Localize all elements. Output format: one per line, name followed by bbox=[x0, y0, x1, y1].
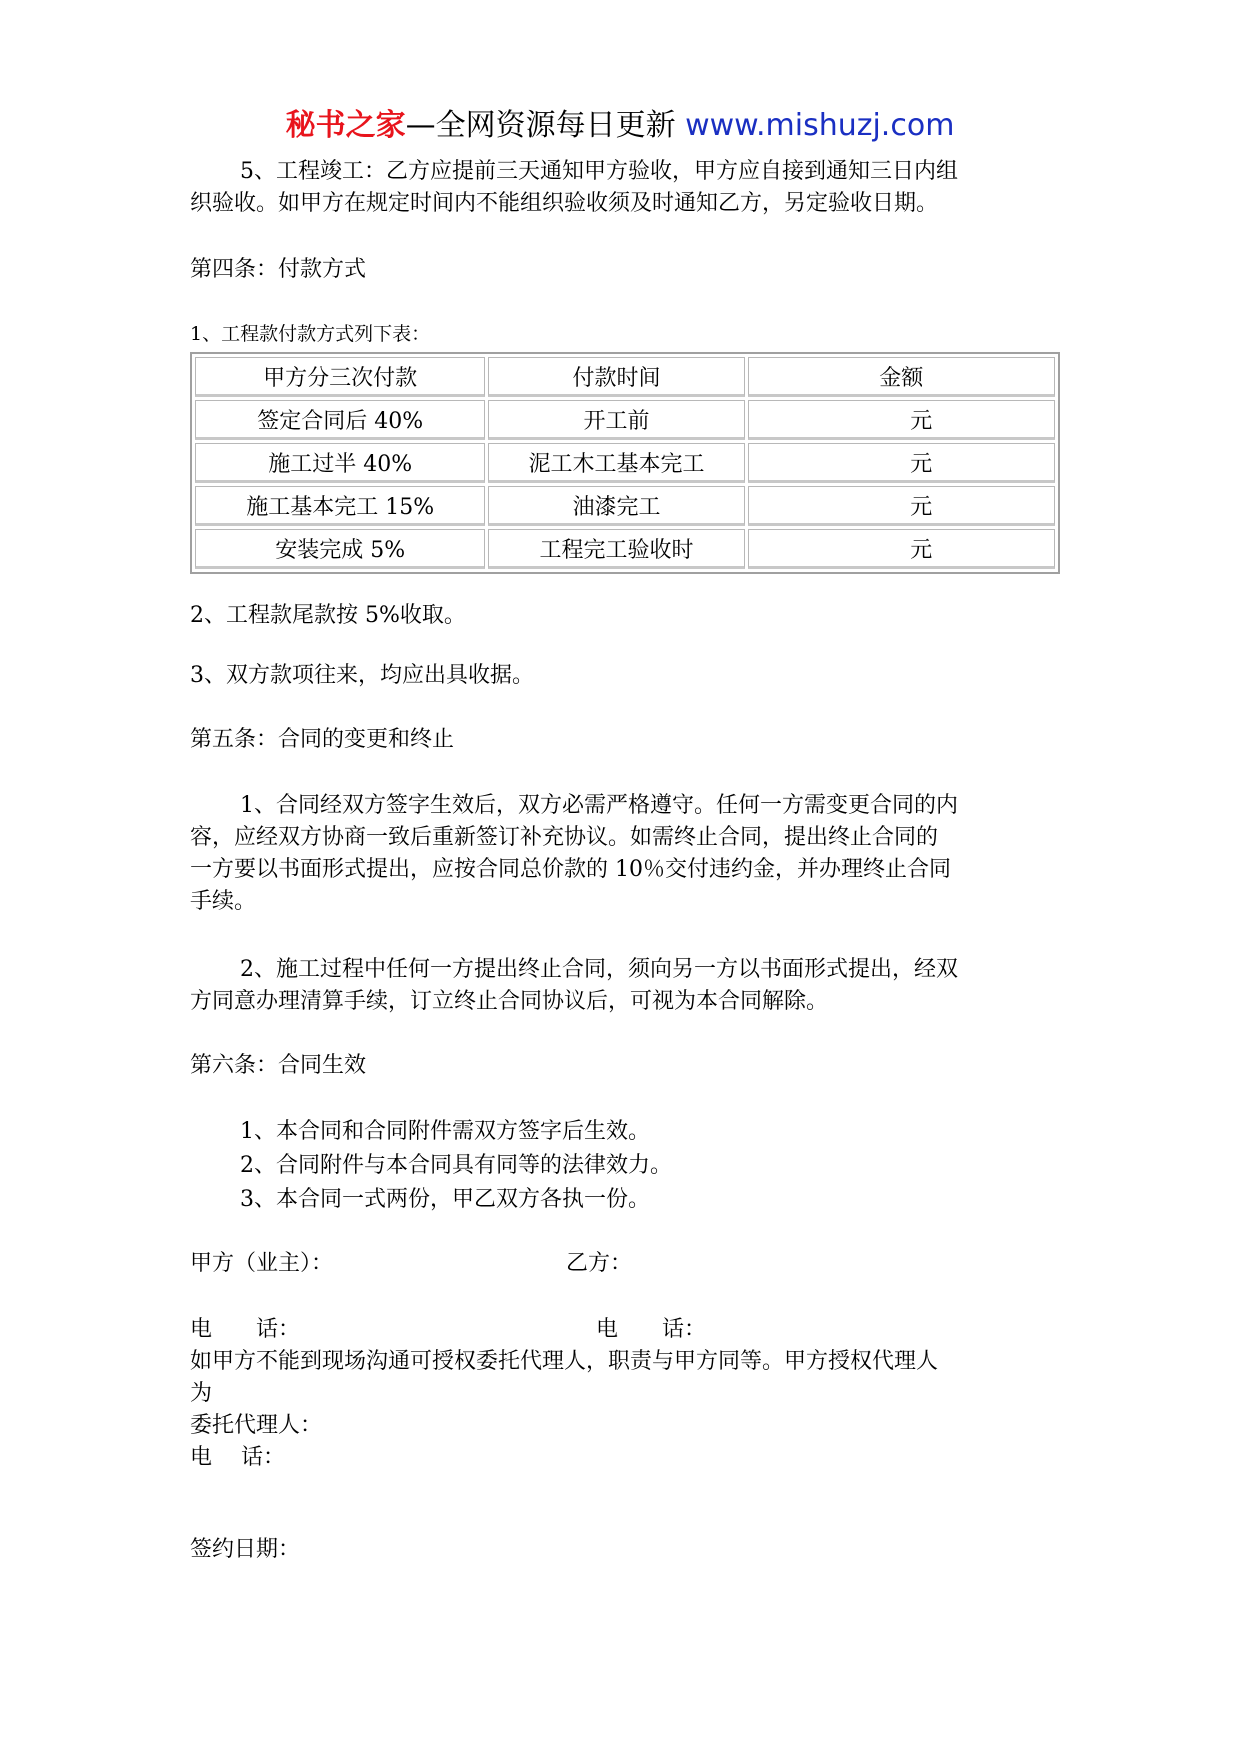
agent-note-line1: 如甲方不能到现场沟通可授权委托代理人，职责与甲方同等。甲方授权代理人 bbox=[190, 1349, 939, 1374]
table-cell: 安装完成 5% bbox=[195, 529, 485, 569]
para5-line2: 织验收。如甲方在规定时间内不能组织验收须及时通知乙方，另定验收日期。 bbox=[190, 191, 939, 216]
party-b-phone: 电 话： bbox=[596, 1317, 707, 1342]
art5-p1-line: 手续。 bbox=[190, 889, 257, 914]
table-row bbox=[195, 486, 1055, 526]
table-cell: 油漆完工 bbox=[488, 486, 744, 526]
payment-table bbox=[190, 352, 1060, 574]
para5-line1: 5、工程竣工：乙方应提前三天通知甲方验收，甲方应自接到通知三日内组 bbox=[240, 159, 958, 184]
table-cell: 元 bbox=[748, 486, 1055, 526]
art4-item2: 2、工程款尾款按 5%收取。 bbox=[190, 603, 466, 628]
banner-brand: 秘书之家 bbox=[285, 108, 406, 143]
banner-tagline: —全网资源每日更新 bbox=[405, 108, 676, 143]
art6-title: 第六条：合同生效 bbox=[190, 1053, 367, 1078]
table-header-cell: 金额 bbox=[748, 357, 1055, 397]
table-cell: 元 bbox=[748, 529, 1055, 569]
art4-title: 第四条：付款方式 bbox=[190, 257, 367, 282]
art5-p1-line: 容，应经双方协商一致后重新签订补充协议。如需终止合同，提出终止合同的 bbox=[190, 825, 939, 850]
art5-p2-line: 2、施工过程中任何一方提出终止合同，须向另一方以书面形式提出，经双 bbox=[240, 957, 958, 982]
site-banner bbox=[0, 106, 1240, 146]
art6-item: 3、本合同一式两份，甲乙双方各执一份。 bbox=[240, 1187, 650, 1212]
art6-item: 2、合同附件与本合同具有同等的法律效力。 bbox=[240, 1153, 672, 1178]
table-cell: 签定合同后 40% bbox=[195, 400, 485, 440]
party-b-label: 乙方： bbox=[566, 1251, 633, 1276]
table-header-cell: 付款时间 bbox=[488, 357, 744, 397]
table-cell: 泥工木工基本完工 bbox=[488, 443, 744, 483]
art5-title: 第五条：合同的变更和终止 bbox=[190, 727, 455, 752]
art4-item3: 3、双方款项往来，均应出具收据。 bbox=[190, 663, 534, 688]
party-a-label: 甲方（业主）： bbox=[190, 1251, 334, 1276]
art6-item: 1、本合同和合同附件需双方签字后生效。 bbox=[240, 1119, 650, 1144]
table-cell: 施工基本完工 15% bbox=[195, 486, 485, 526]
agent-label: 委托代理人： bbox=[190, 1413, 323, 1438]
banner-url[interactable]: www.mishuzj.com bbox=[675, 108, 955, 143]
table-cell: 工程完工验收时 bbox=[488, 529, 744, 569]
art4-table-intro: 1、工程款付款方式列下表： bbox=[190, 323, 431, 345]
table-row bbox=[195, 400, 1055, 440]
table-header-row bbox=[195, 357, 1055, 397]
sign-date: 签约日期： bbox=[190, 1537, 301, 1562]
table-row bbox=[195, 443, 1055, 483]
table-cell: 开工前 bbox=[488, 400, 744, 440]
table-cell: 施工过半 40% bbox=[195, 443, 485, 483]
table-header-cell: 甲方分三次付款 bbox=[195, 357, 485, 397]
party-a-phone: 电 话： bbox=[190, 1317, 301, 1342]
table-cell: 元 bbox=[748, 443, 1055, 483]
table-cell: 元 bbox=[748, 400, 1055, 440]
table-row bbox=[195, 529, 1055, 569]
agent-phone: 电 话： bbox=[190, 1445, 285, 1470]
art5-p2-line: 方同意办理清算手续，订立终止合同协议后，可视为本合同解除。 bbox=[190, 989, 829, 1014]
art5-p1-line: 一方要以书面形式提出，应按合同总价款的 10％交付违约金，并办理终止合同 bbox=[190, 857, 951, 882]
agent-note-line2: 为 bbox=[190, 1381, 213, 1406]
art5-p1-line: 1、合同经双方签字生效后，双方必需严格遵守。任何一方需变更合同的内 bbox=[240, 793, 958, 818]
